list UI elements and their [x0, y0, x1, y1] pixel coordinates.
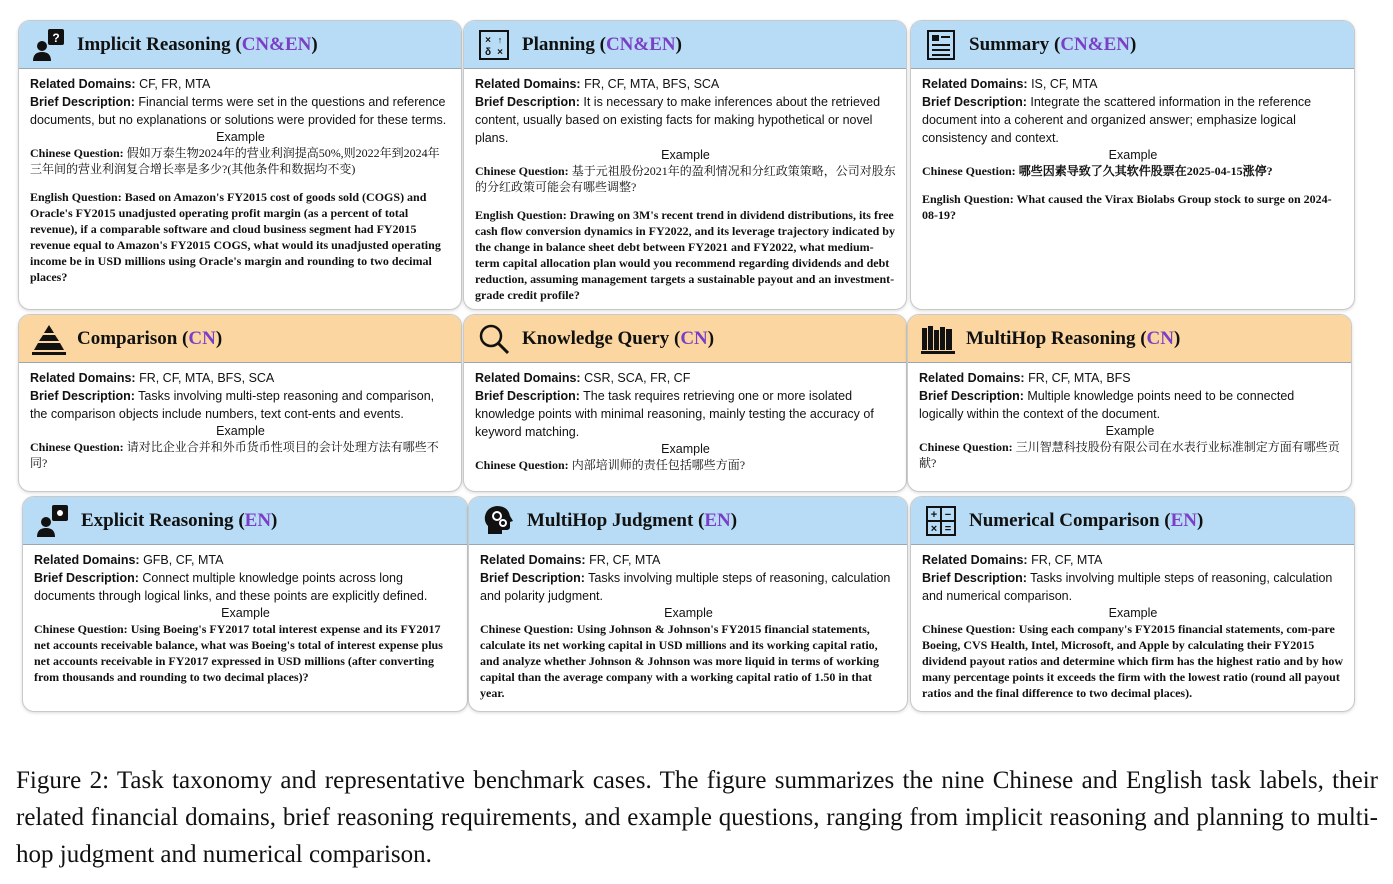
brief-label: Brief Description:	[30, 95, 135, 109]
chinese-question: 假如万泰生物2024年的营业利润提高50%,则2022年到2024年三年间的营业利润复合增长率是多少?(其他条件和数据均不变)	[30, 146, 440, 176]
example-label: Example	[1108, 606, 1158, 620]
related-label: Related Domains:	[919, 371, 1025, 385]
card-multihop-judgment	[468, 496, 908, 712]
chinese-question: Using each company's FY2015 financial statements, com-pare Boeing, CVS Health, Intel, Microsoft, and Apple by calculating their FY2015 dividend payout ratios and determine which firm has the highest ratio and by how many percentage points it exceeds the firm with the lowest ratio (round all payout ratios and the final difference to two decimal places).	[922, 622, 1344, 700]
svg-text:δ: δ	[484, 46, 492, 58]
svg-text:−: −	[944, 508, 952, 521]
card-summary	[910, 20, 1355, 310]
chinese-question: 三川智慧科技股份有限公司在水表行业标准制定方面有哪些贡献?	[919, 440, 1340, 470]
chinese-question-label: Chinese Question:	[919, 440, 1013, 454]
card-title: Implicit Reasoning (CN&EN)	[77, 33, 318, 55]
card-comparison	[18, 314, 462, 492]
example-label: Example	[664, 606, 713, 620]
example-label: Example	[221, 606, 270, 620]
brief-label: Brief Description:	[30, 389, 135, 403]
brief-description: Tasks involving multiple steps of reasoning, calculation and polarity judgment.	[480, 571, 891, 603]
related-label: Related Domains:	[475, 77, 581, 91]
related-label: Related Domains:	[475, 371, 581, 385]
chinese-question-label: Chinese Question:	[480, 622, 574, 636]
language-tag: EN	[1170, 509, 1197, 531]
card-numerical-comparison	[910, 496, 1355, 712]
card-planning	[463, 20, 907, 310]
english-question-label: English Question:	[30, 190, 122, 204]
chinese-question: 基于元祖股份2021年的盈利情况和分红政策策略，公司对股东的分红政策可能会有哪些调整?	[475, 164, 896, 194]
related-label: Related Domains:	[922, 553, 1028, 567]
language-tag: CN&EN	[605, 33, 676, 55]
language-tag: CN	[1146, 327, 1174, 349]
card-title: Summary (CN&EN)	[969, 33, 1137, 55]
card-explicit-reasoning	[22, 496, 468, 712]
related-domains: FR, CF, MTA	[1031, 553, 1103, 567]
person-question-icon	[29, 27, 69, 63]
chinese-question-label: Chinese Question:	[922, 622, 1016, 636]
card-header	[19, 315, 461, 363]
brief-label: Brief Description:	[475, 95, 580, 109]
card-header	[19, 21, 461, 69]
head-gears-icon	[479, 503, 519, 539]
svg-text:+: +	[930, 508, 938, 521]
pyramid-icon	[29, 321, 69, 357]
chinese-question: 请对比企业合并和外币货币性项目的会计处理方法有哪些不同?	[30, 440, 439, 470]
chinese-question-label: Chinese Question:	[30, 146, 124, 160]
brief-description: Integrate the scattered information in the reference document into a coherent and organized answer; emphasize logical consistency and context.	[922, 95, 1312, 145]
example-label: Example	[1105, 424, 1155, 438]
related-label: Related Domains:	[30, 77, 136, 91]
svg-text:?: ?	[52, 30, 60, 45]
figure-caption: Figure 2: Task taxonomy and representative benchmark cases. The figure summarizes the nine Chinese and English task labels, their related financial domains, brief reasoning requirements, and example questions, ranging from implicit reasoning and planning to multi-hop judgment and numerical comparison.	[16, 767, 1378, 868]
card-header	[23, 497, 467, 545]
related-domains: FR, CF, MTA, BFS	[1028, 371, 1131, 385]
card-header	[911, 21, 1354, 69]
chinese-question-label: Chinese Question:	[475, 458, 569, 472]
english-question-label: English Question:	[475, 208, 567, 222]
related-domains: CSR, SCA, FR, CF	[584, 371, 691, 385]
card-multihop-reasoning	[907, 314, 1352, 492]
example-label: Example	[216, 130, 265, 144]
person-idea-icon	[33, 503, 73, 539]
example-label: Example	[1108, 148, 1158, 162]
card-title: MultiHop Reasoning (CN)	[966, 327, 1181, 349]
english-question-label: English Question:	[922, 192, 1014, 206]
related-domains: FR, CF, MTA, BFS, SCA	[139, 371, 275, 385]
example-label: Example	[216, 424, 265, 438]
related-domains: GFB, CF, MTA	[143, 553, 224, 567]
chinese-question-label: Chinese Question:	[34, 622, 128, 636]
language-tag: CN	[680, 327, 708, 349]
chinese-question-label: Chinese Question:	[30, 440, 124, 454]
language-tag: EN	[244, 509, 272, 531]
svg-text:↑: ↑	[497, 34, 503, 45]
related-domains: FR, CF, MTA	[589, 553, 661, 567]
strategy-board-icon	[474, 27, 514, 63]
english-question: What caused the Virax Biolabs Group stock to surge on 2024-08-19?	[922, 192, 1332, 222]
language-tag: CN&EN	[241, 33, 312, 55]
card-title: Numerical Comparison (EN)	[969, 509, 1204, 531]
card-header	[469, 497, 907, 545]
card-title: Knowledge Query (CN)	[522, 327, 715, 349]
brief-label: Brief Description:	[475, 389, 580, 403]
brief-label: Brief Description:	[480, 571, 585, 585]
svg-text:×: ×	[930, 522, 938, 535]
english-question: Based on Amazon's FY2015 cost of goods sold (COGS) and Oracle's FY2015 unadjusted operating profit margin (as a percent of total revenue), if a comparable software and cloud business segment had FY2015 revenue equal to Amazon's FY2015 COGS, what would its unadjusted operating income be in USD millions using Oracle's margin and rounding to two decimal places?	[30, 190, 441, 284]
brief-label: Brief Description:	[34, 571, 139, 585]
brief-description: Connect multiple knowledge points across long documents through logical links, and these points are explicitly defined.	[34, 571, 428, 603]
books-icon	[918, 321, 958, 357]
example-label: Example	[661, 148, 710, 162]
brief-label: Brief Description:	[919, 389, 1024, 403]
svg-text:×: ×	[497, 46, 503, 58]
document-lines-icon	[921, 27, 961, 63]
brief-description: Multiple knowledge points need to be connected logically within the context of the document.	[919, 389, 1295, 421]
search-icon	[474, 321, 514, 357]
related-domains: IS, CF, MTA	[1031, 77, 1098, 91]
brief-description: Financial terms were set in the questions and reference documents, but no explanations or solutions were provided for these terms.	[30, 95, 447, 127]
brief-description: It is necessary to make inferences about the retrieved content, usually based on existing facts for making hypothetical or novel plans.	[475, 95, 881, 145]
related-label: Related Domains:	[30, 371, 136, 385]
language-tag: CN&EN	[1060, 33, 1130, 55]
card-header	[911, 497, 1354, 545]
related-domains: FR, CF, MTA, BFS, SCA	[584, 77, 720, 91]
related-label: Related Domains:	[922, 77, 1028, 91]
card-header	[908, 315, 1351, 363]
related-label: Related Domains:	[480, 553, 586, 567]
chinese-question: Using Boeing's FY2017 total interest expense and its FY2017 net accounts receivable balance, what was Boeing's total of interest expense plus net accounts receivable in FY2017 expressed in USD millions (after converting from thousands and rounding to two decimal places)?	[34, 622, 443, 684]
chinese-question-label: Chinese Question:	[475, 164, 569, 178]
chinese-question: Using Johnson & Johnson's FY2015 financial statements, calculate its net working capital in USD millions and its working capital ratio, and analyze whether Johnson & Johnson was more liquid in terms of working capital than the average company with a working capital ratio of 1.50 in that year.	[480, 622, 879, 700]
related-domains: CF, FR, MTA	[139, 77, 211, 91]
english-question: Drawing on 3M's recent trend in dividend distributions, its free cash flow conversion dynamics in FY2022, and its leverage trajectory indicated by the change in balance sheet debt between FY2021 and FY2022, what medium-term capital allocation plan would you recommend regarding dividends and debt reduction, assuming management targets a sustainable payout and an investment-grade credit profile?	[475, 208, 895, 302]
brief-description: Tasks involving multi-step reasoning and comparison, the comparison objects include numbers, text cont-ents and events.	[30, 389, 435, 421]
brief-label: Brief Description:	[922, 95, 1027, 109]
language-tag: CN	[188, 327, 216, 349]
brief-description: The task requires retrieving one or more isolated knowledge points with minimal reasoning, mainly testing the accuracy of keyword matching.	[475, 389, 874, 439]
brief-label: Brief Description:	[922, 571, 1027, 585]
card-header	[464, 315, 906, 363]
svg-text:×: ×	[485, 34, 491, 46]
card-title: MultiHop Judgment (EN)	[527, 509, 738, 531]
card-title: Explicit Reasoning (EN)	[81, 509, 278, 531]
card-knowledge-query	[463, 314, 907, 492]
calculator-icon	[921, 503, 961, 539]
related-label: Related Domains:	[34, 553, 140, 567]
card-title: Planning (CN&EN)	[522, 33, 682, 55]
language-tag: EN	[704, 509, 731, 531]
chinese-question: 内部培训师的责任包括哪些方面?	[571, 458, 746, 472]
card-title: Comparison (CN)	[77, 327, 223, 349]
card-implicit-reasoning	[18, 20, 462, 310]
example-label: Example	[661, 442, 710, 456]
chinese-question: 哪些因素导致了久其软件股票在2025-04-15涨停?	[1018, 164, 1273, 178]
svg-text:=: =	[944, 522, 952, 535]
card-header	[464, 21, 906, 69]
brief-description: Tasks involving multiple steps of reasoning, calculation and numerical comparison.	[922, 571, 1333, 603]
chinese-question-label: Chinese Question:	[922, 164, 1016, 178]
